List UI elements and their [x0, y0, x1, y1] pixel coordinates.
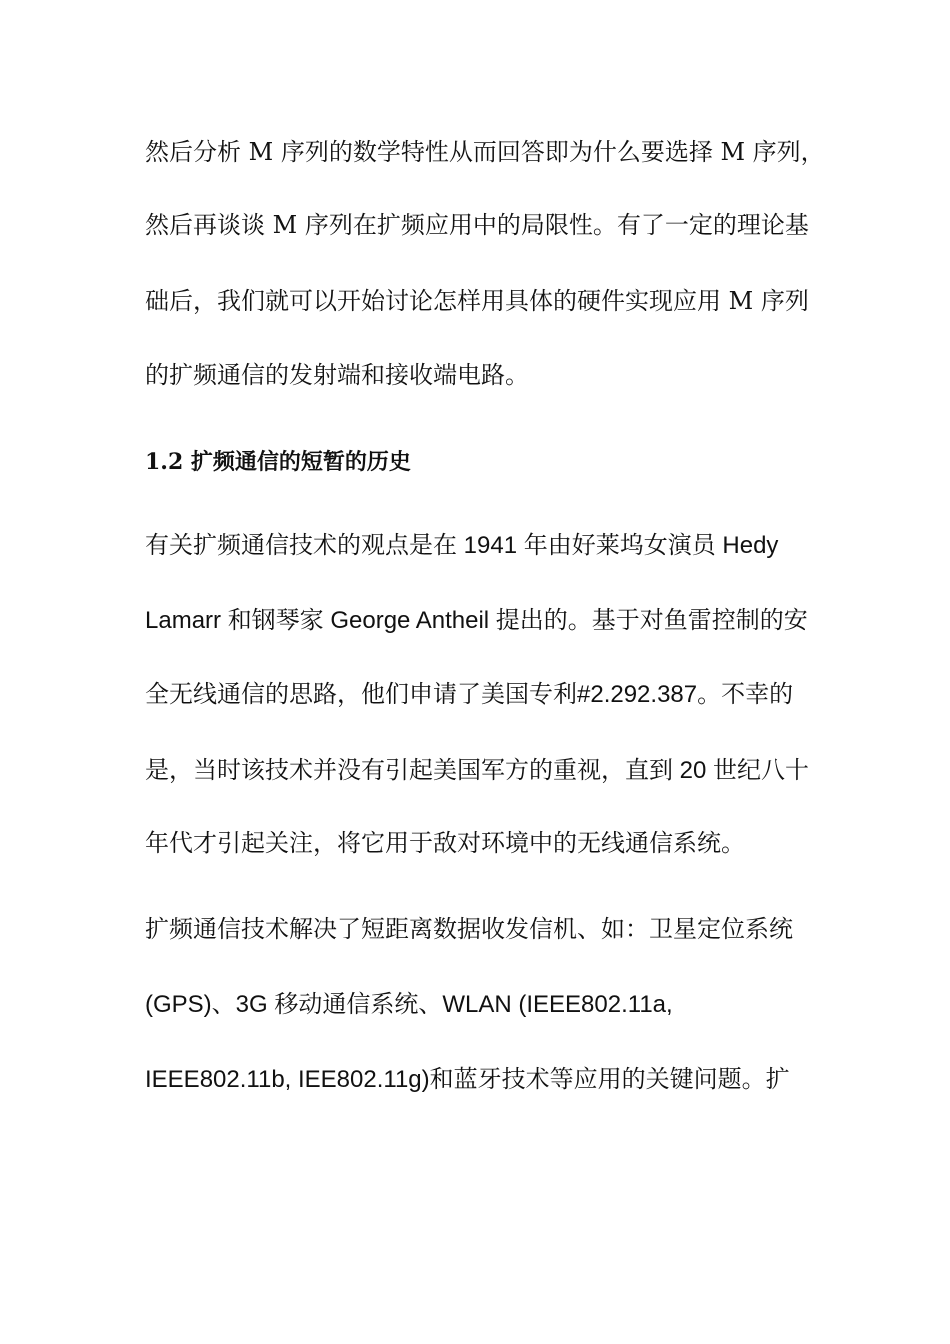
paragraph2-line2: Lamarr 和钢琴家 George Antheil 提出的。基于对鱼雷控制的安	[145, 607, 808, 634]
paragraph1-line1: 然后分析 M 序列的数学特性从而回答即为什么要选择 M 序列，	[145, 138, 825, 166]
paragraph2-line1: 有关扩频通信技术的观点是在 1941 年由好莱坞女演员 Hedy	[145, 532, 779, 559]
paragraph1-line3: 础后，我们就可以开始讨论怎样用具体的硬件实现应用 M 序列	[145, 287, 809, 315]
paragraph1-line2: 然后再谈谈 M 序列在扩频应用中的局限性。有了一定的理论基	[145, 211, 809, 239]
paragraph2-line4: 是，当时该技术并没有引起美国军方的重视，直到 20 世纪八十	[145, 757, 810, 784]
paragraph3-line3: IEEE802.11b, IEE802.11g)和蓝牙技术等应用的关键问题。扩	[145, 1066, 790, 1093]
paragraph2-line3: 全无线通信的思路，他们申请了美国专利#2.292.387。不幸的	[145, 681, 794, 708]
paragraph1-line4: 的扩频通信的发射端和接收端电路。	[145, 361, 529, 389]
section-heading: 1.2 扩频通信的短暂的历史	[145, 449, 411, 475]
paragraph3-line1: 扩频通信技术解决了短距离数据收发信机、如：卫星定位系统	[145, 916, 793, 943]
paragraph2-line5: 年代才引起关注，将它用于敌对环境中的无线通信系统。	[145, 830, 745, 857]
paragraph3-line2: (GPS)、3G 移动通信系统、WLAN (IEEE802.11a,	[145, 991, 673, 1018]
